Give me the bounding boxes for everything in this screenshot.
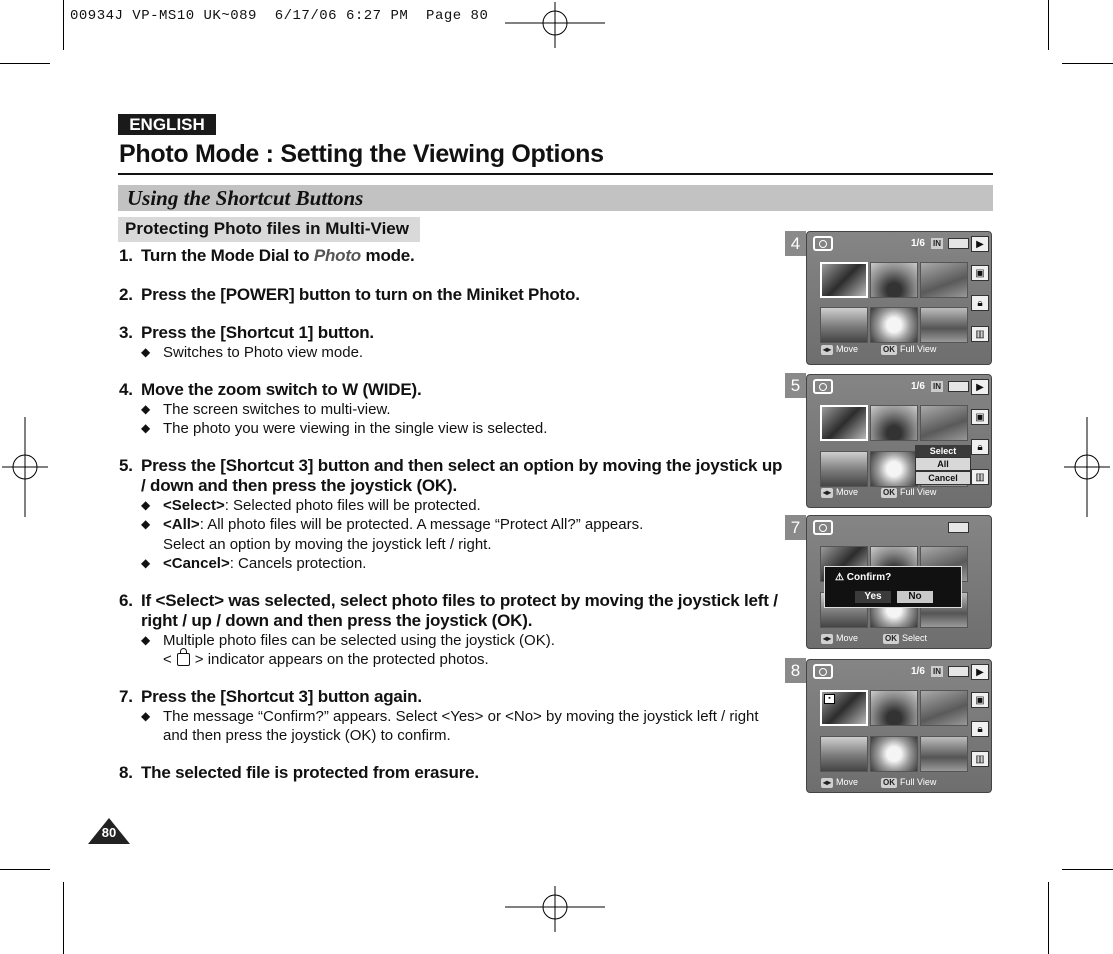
step-5 <box>119 456 784 574</box>
lcd-screen-step-8 <box>806 659 992 793</box>
bullet <box>141 707 784 727</box>
lock-icon <box>177 653 190 666</box>
ok-key: OK <box>883 488 895 497</box>
option-key: <All> <box>163 516 200 533</box>
storage-indicator: IN <box>933 239 941 248</box>
bullet-text: : All photo files will be protected. A message “Protect All?” appears. <box>199 516 644 533</box>
thumbnail-selected[interactable] <box>820 262 868 298</box>
step-number: 6. <box>119 590 133 610</box>
step-text: Press the [Shortcut 3] button again. <box>141 686 422 706</box>
section-title: Using the Shortcut Buttons <box>127 186 364 210</box>
registration-mark <box>1064 417 1110 517</box>
footer-move <box>821 633 858 644</box>
bracket-open: < <box>163 651 172 668</box>
thumbnail[interactable] <box>870 262 918 298</box>
screen-step-badge: 8 <box>785 658 806 683</box>
crop-mark <box>0 869 50 870</box>
lcd-screen-step-7 <box>806 515 992 649</box>
thumbnail[interactable] <box>920 262 968 298</box>
diamond-icon: ◆ <box>141 497 151 512</box>
storage-indicator: IN <box>933 382 941 391</box>
screen-step-badge: 5 <box>785 373 806 398</box>
footer-ok <box>883 633 927 644</box>
footer-move-label: Move <box>836 487 859 497</box>
trash-icon: ▥ <box>971 469 989 485</box>
bullet-continuation <box>163 650 784 670</box>
joystick-icon: ◂▸ <box>823 345 832 354</box>
storage-indicator: IN <box>933 667 941 676</box>
thumbnail[interactable] <box>820 736 868 772</box>
lcd-screen-step-5 <box>806 374 992 508</box>
bullet-text: The message “Confirm?” appears. Select <Yes> or <No> by moving the joystick left / right <box>163 707 759 725</box>
footer-ok <box>881 344 936 355</box>
option-key: <Select> <box>163 496 225 514</box>
diamond-icon: ◆ <box>141 401 151 416</box>
multi-view-icon: ▣ <box>971 409 989 425</box>
diamond-icon: ◆ <box>141 708 151 723</box>
footer-ok <box>881 777 936 788</box>
crop-mark <box>1062 63 1113 64</box>
step-list <box>119 246 784 783</box>
step-3 <box>119 323 784 363</box>
bullet <box>141 400 784 420</box>
camera-icon <box>813 520 833 535</box>
photo-mode-word: Photo <box>313 246 361 265</box>
bullet-text: : Selected photo files will be protected. <box>224 496 481 514</box>
thumbnail[interactable] <box>870 451 918 487</box>
lock-icon: 🔒︎ <box>971 439 989 455</box>
thumbnail[interactable] <box>920 307 968 343</box>
registration-mark <box>505 886 605 932</box>
step-number: 3. <box>119 323 133 342</box>
bullet-continuation: Select an option by moving the joystick left / right. <box>163 535 492 553</box>
no-button[interactable]: No <box>897 591 933 603</box>
footer-action-label: Full View <box>900 487 937 497</box>
bullet <box>141 343 784 363</box>
footer-move-label: Move <box>836 633 859 643</box>
step-7 <box>119 687 784 746</box>
warning-icon: ⚠ <box>835 572 847 583</box>
camera-icon <box>813 236 833 251</box>
trash-icon: ▥ <box>971 326 989 342</box>
registration-mark <box>505 2 605 48</box>
bullet <box>141 631 784 651</box>
crop-mark <box>0 63 50 64</box>
diamond-icon: ◆ <box>141 421 151 435</box>
menu-item-cancel[interactable]: Cancel <box>915 471 971 485</box>
image-counter: 1/6 <box>911 666 925 677</box>
thumbnail[interactable] <box>920 405 968 441</box>
diamond-icon: ◆ <box>141 632 151 647</box>
bullet-text: > indicator appears on the protected photos. <box>194 651 489 668</box>
registration-mark <box>2 417 48 517</box>
step-text: Turn the Mode Dial to <box>141 246 314 265</box>
joystick-icon: ◂▸ <box>823 634 832 643</box>
protect-menu <box>915 445 971 485</box>
play-icon: ▶ <box>971 379 989 395</box>
thumbnail[interactable] <box>870 736 918 772</box>
bullet-text: : Cancels protection. <box>229 555 367 572</box>
subsection-title: Protecting Photo files in Multi-View <box>125 219 409 238</box>
menu-item-select[interactable]: Select <box>915 445 971 457</box>
camera-icon <box>813 379 833 394</box>
language-badge: ENGLISH <box>118 114 216 135</box>
step-text: Press the [POWER] button to turn on the Miniket Photo. <box>141 285 580 304</box>
image-counter: 1/6 <box>911 381 925 392</box>
multi-view-icon: ▣ <box>971 265 989 281</box>
screen-step-badge: 7 <box>785 515 806 540</box>
ok-key: OK <box>883 345 895 354</box>
step-number: 2. <box>119 285 133 304</box>
footer-action-label: Full View <box>900 344 937 354</box>
step-1 <box>119 246 784 266</box>
battery-icon <box>948 381 969 392</box>
crop-mark <box>63 0 64 50</box>
thumbnail[interactable] <box>920 736 968 772</box>
battery-icon <box>948 666 969 677</box>
page-number: 80 <box>101 825 117 840</box>
joystick-icon: ◂▸ <box>823 778 832 787</box>
thumbnail[interactable] <box>870 405 918 441</box>
bullet-text: The screen switches to multi-view. <box>163 400 391 418</box>
step-text: Press the [Shortcut 3] button and then select an option by moving the joystick up / down and then press the joystick (OK). <box>141 455 783 495</box>
yes-button[interactable]: Yes <box>855 591 891 603</box>
protect-lock-icon: ▪ <box>824 694 835 704</box>
footer-ok <box>881 487 936 498</box>
image-counter: 1/6 <box>911 238 925 249</box>
thumbnail-protected[interactable] <box>820 690 868 726</box>
thumbnail[interactable] <box>820 307 868 343</box>
lock-icon: 🔒︎ <box>971 721 989 737</box>
footer-move <box>821 777 858 788</box>
thumbnail[interactable] <box>870 690 918 726</box>
crop-mark <box>1048 0 1049 50</box>
bullet-text: Switches to Photo view mode. <box>163 344 364 361</box>
joystick-icon: ◂▸ <box>823 488 832 497</box>
play-icon: ▶ <box>971 236 989 252</box>
footer-action-label: Select <box>902 633 928 643</box>
step-number: 4. <box>119 379 133 399</box>
step-6 <box>119 591 784 670</box>
thumbnail[interactable] <box>820 451 868 487</box>
option-key: <Cancel> <box>163 555 230 572</box>
bullet-continuation: and then press the joystick (OK) to confirm. <box>163 727 451 744</box>
trash-icon: ▥ <box>971 751 989 767</box>
bullet-text: Multiple photo files can be selected using the joystick (OK). <box>163 631 555 649</box>
step-number: 5. <box>119 455 133 475</box>
step-text: Press the [Shortcut 1] button. <box>141 323 374 342</box>
bullet <box>141 554 784 574</box>
footer-move <box>821 487 858 498</box>
step-text: mode. <box>361 246 415 265</box>
bullet <box>141 496 784 516</box>
thumbnail[interactable] <box>920 690 968 726</box>
dialog-message <box>835 572 891 583</box>
dialog-text: Confirm? <box>846 572 892 583</box>
thumbnail-selected[interactable] <box>820 405 868 441</box>
diamond-icon: ◆ <box>141 517 151 531</box>
ok-key: OK <box>883 778 895 787</box>
lock-icon: 🔒︎ <box>971 295 989 311</box>
step-text: The selected file is protected from erasure. <box>141 762 479 782</box>
diamond-icon: ◆ <box>141 345 151 359</box>
screen-step-badge: 4 <box>785 231 806 256</box>
footer-move-label: Move <box>836 777 859 787</box>
print-slug: 00934J VP-MS10 UK~089 6/17/06 6:27 PM Page 80 <box>70 8 489 24</box>
play-icon: ▶ <box>971 664 989 680</box>
crop-mark <box>1062 869 1113 870</box>
crop-mark <box>1048 882 1049 954</box>
thumbnail[interactable] <box>870 307 918 343</box>
footer-move-label: Move <box>836 344 859 354</box>
crop-mark <box>63 882 64 954</box>
bullet <box>141 419 784 439</box>
bullet <box>141 515 784 535</box>
title-divider <box>118 173 993 175</box>
footer-move <box>821 344 858 355</box>
confirm-dialog <box>824 566 962 608</box>
step-number: 7. <box>119 686 133 706</box>
step-2 <box>119 285 784 305</box>
menu-item-all[interactable]: All <box>915 457 971 471</box>
step-text: If <Select> was selected, select photo files to protect by moving the joystick left / right / up / down and then press the joystick (OK). <box>141 590 778 630</box>
battery-icon <box>948 522 969 533</box>
step-number: 1. <box>119 246 133 265</box>
step-text: Move the zoom switch to W (WIDE). <box>141 379 422 399</box>
diamond-icon: ◆ <box>141 556 151 570</box>
page-title: Photo Mode : Setting the Viewing Options <box>119 140 604 168</box>
multi-view-icon: ▣ <box>971 692 989 708</box>
step-8 <box>119 763 784 783</box>
footer-action-label: Full View <box>900 777 937 787</box>
lcd-screen-step-4 <box>806 231 992 365</box>
step-number: 8. <box>119 762 133 782</box>
ok-key: OK <box>885 634 897 643</box>
battery-icon <box>948 238 969 249</box>
bullet-text: The photo you were viewing in the single view is selected. <box>163 420 548 437</box>
camera-icon <box>813 664 833 679</box>
step-4 <box>119 380 784 439</box>
